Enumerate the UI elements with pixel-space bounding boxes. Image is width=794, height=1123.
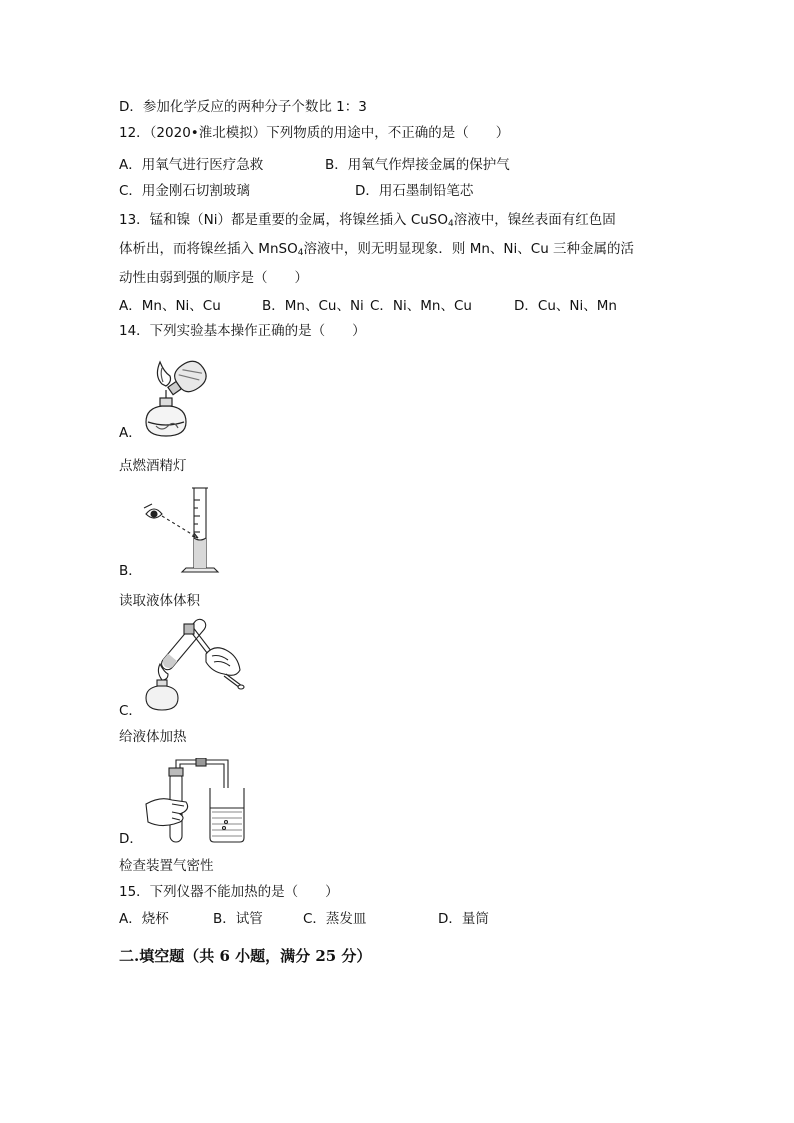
lamp-lighting-icon	[140, 356, 220, 440]
q14-option-d-letter: D．	[119, 831, 143, 847]
q13-option-b: B．Mn、Cu、Ni	[262, 298, 364, 314]
graduated-cylinder-icon	[140, 486, 220, 578]
q12-option-c: C．用金刚石切割玻璃	[119, 183, 250, 199]
q13-option-c: C．Ni、Mn、Cu	[370, 298, 472, 314]
q14-option-a-caption: 点燃酒精灯	[119, 458, 187, 474]
q11-option-d: D．参加化学反应的两种分子个数比 1：3	[119, 99, 367, 115]
q12-option-a: A．用氧气进行医疗急救	[119, 157, 264, 173]
q13-option-a: A．Mn、Ni、Cu	[119, 298, 221, 314]
q15-option-d: D．量筒	[438, 911, 489, 927]
q12-option-d: D．用石墨制铅笔芯	[355, 183, 474, 199]
q14-option-c-letter: C．	[119, 703, 142, 719]
q14-option-b-letter: B．	[119, 563, 142, 579]
q14-option-b-caption: 读取液体体积	[119, 593, 200, 609]
q15-stem: 15．下列仪器不能加热的是（ ）	[119, 884, 339, 900]
q14-option-c-caption: 给液体加热	[119, 729, 187, 745]
q15-option-a: A．烧杯	[119, 911, 169, 927]
q13-option-d: D．Cu、Ni、Mn	[514, 298, 617, 314]
q14-option-a-letter: A．	[119, 425, 142, 441]
q12-stem: 12．（2020•淮北模拟）下列物质的用途中，不正确的是（ ）	[119, 125, 510, 141]
q15-option-c: C．蒸发皿	[303, 911, 367, 927]
q15-option-b: B．试管	[213, 911, 263, 927]
q14-stem: 14．下列实验基本操作正确的是（ ）	[119, 323, 366, 339]
section-2-heading: 二.填空题（共 6 小题，满分 25 分）	[119, 947, 372, 965]
q13-stem-line-1: 13．锰和镍（Ni）都是重要的金属，将镍丝插入 CuSO$_4$溶液中，镍丝表面有红色固	[119, 212, 616, 229]
airtightness-check-icon	[140, 758, 246, 846]
q13-stem-line-3: 动性由弱到强的顺序是（ ）	[119, 270, 308, 286]
q14-option-d-caption: 检查装置气密性	[119, 858, 214, 874]
q12-option-b: B．用氧气作焊接金属的保护气	[325, 157, 510, 173]
test-tube-heating-icon	[140, 618, 246, 714]
q13-stem-line-2: 体析出，而将镍丝插入 MnSO$_4$溶液中，则无明显现象．则 Mn、Ni、Cu 三种金属的活	[119, 241, 635, 258]
